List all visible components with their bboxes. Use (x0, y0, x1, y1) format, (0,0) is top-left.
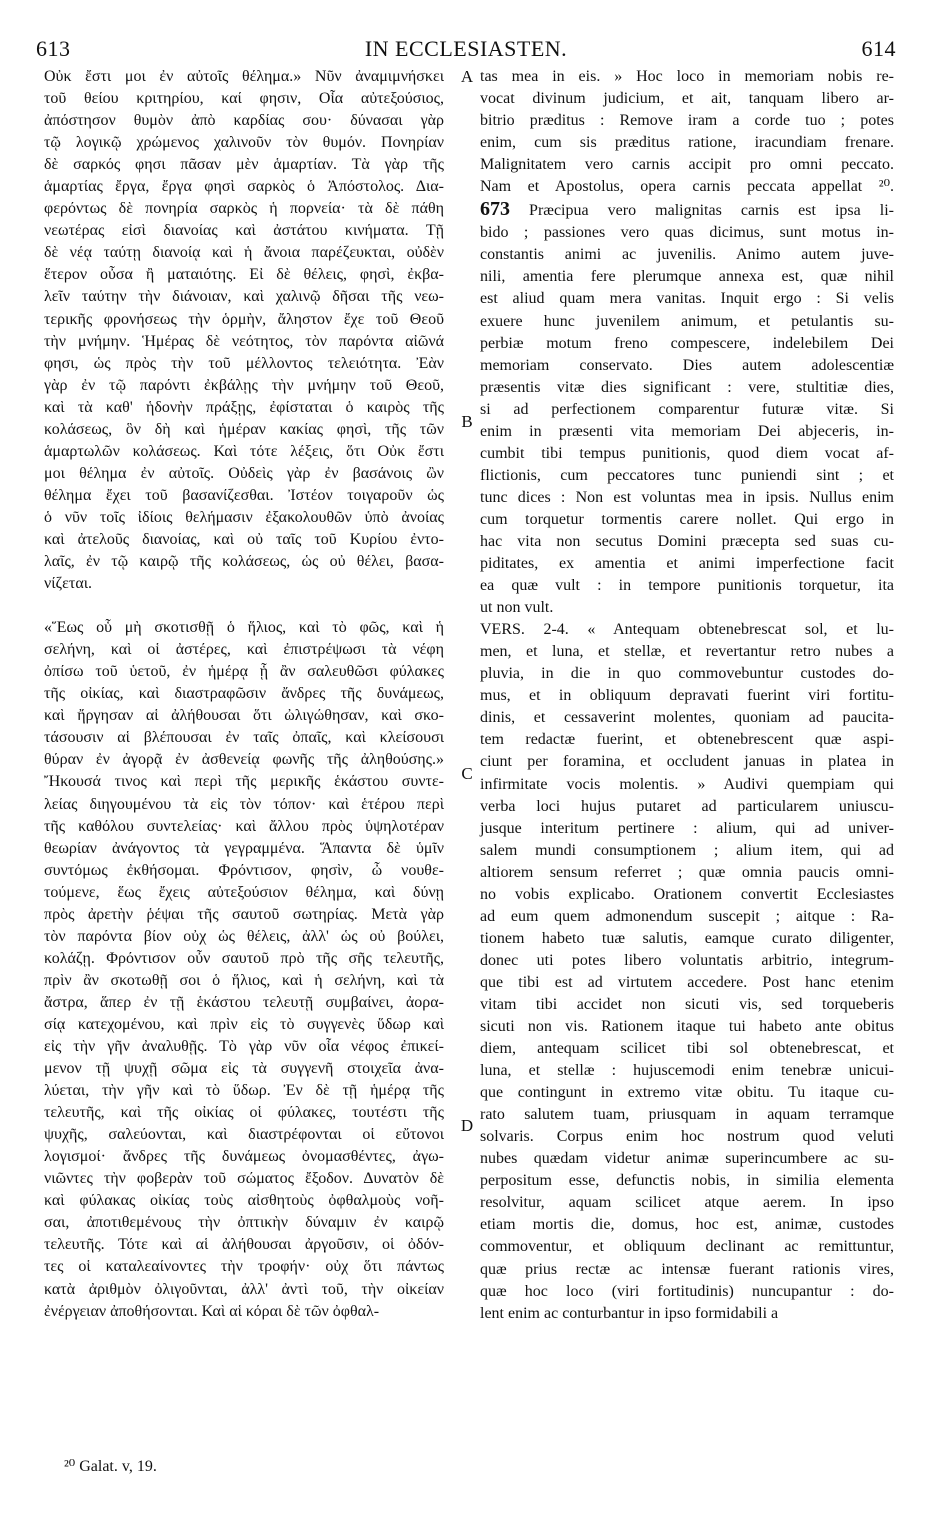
latin-text-line: ciunt per foramina, et occludent januas in platea in (480, 753, 894, 771)
greek-text-line: πρὸς ἀρετὴν ῥέψαι τῆς σαυτοῦ σωτηρίας. Μετὰ γὰρ (44, 905, 444, 923)
latin-text-line: flictionis, cum peccatores tunc puniendi sint ; et (480, 466, 894, 484)
latin-text-line: bitrio præditus : Remove iram a corde tuo ; potes (480, 112, 894, 130)
greek-text-line: σαι, ἀποτιθεμένους τὴν ὀπτικὴν δύναμιν ἐν καιρῷ (44, 1214, 444, 1232)
latin-text-line: que contingunt in extremo vitæ obitu. Tu itaque cu- (480, 1084, 894, 1102)
latin-text-line: pluvia, in die in quo commovebuntur custodes do- (480, 665, 894, 683)
greek-text-line: ἁμαρτωλῶν κολάσεως. Καὶ τότε λέξεις, ὅτι Οὐκ ἔστι (44, 442, 444, 460)
latin-text-line: tas mea in eis. » Hoc loco in memoriam nobis re- (480, 68, 894, 85)
latin-text-line: est aliud quam mera vanitas. Inquit ergo : Si velis (480, 290, 894, 308)
greek-text-line: σίᾳ κατεχομένου, καὶ πρὶν εἰς τὸ συγγενὲς ὕδωρ καὶ (44, 1015, 444, 1033)
greek-text-line: τῷ λογικῷ χρώμενος χαλινοῦν τὸν θυμόν. Πονηρίαν (44, 134, 444, 152)
page-number-right: 614 (861, 36, 896, 61)
greek-text-line: λογισμοί· ἄνδρες τῆς δυνάμεως ὀνομασθέντες, ἀγω- (44, 1148, 444, 1166)
greek-text-line: μοι θέλημα ἐν αὐτοῖς. Οὐδεὶς γὰρ ἐν βασάνοις ὢν (44, 464, 444, 482)
margin-marker-a: A (460, 67, 474, 86)
greek-text-line: τερικῆς φρονήσεως τὴν ὁρμὴν, ἄληστον ἔχε τοῦ Θεοῦ (44, 310, 444, 328)
greek-text-line: ἀπόστησον θυμὸν ἀπὸ καρδίας σου· δύνασαι γὰρ (44, 112, 444, 130)
running-title: IN ECCLESIASTEN. (364, 36, 568, 61)
latin-text-line: altiorem sensum referret ; quæ omnia paucis omni- (480, 863, 894, 881)
greek-text-line: ἄστρα, ἅπερ ἐν τῇ ἑκάστου τελευτῇ συμβαίνει, ἀορα- (44, 993, 444, 1011)
greek-text-line: τες οἱ καταλεαίνοντες τὴν τροφήν· οὐχ ὅτι πάντως (44, 1258, 444, 1276)
latin-text-line: mus, et in obliquum depravati fuerint viri fortitu- (480, 687, 894, 705)
latin-text-line: etiam mortis die, domus, hoc est, animæ, custodes (480, 1216, 894, 1234)
latin-text-line: vitam tibi accidet non sicuti vis, sed torqueberis (480, 995, 894, 1013)
greek-text-blank (44, 595, 444, 617)
latin-text-line: resolvitur, aquam scilicet atque aerem. In ipso (480, 1194, 894, 1212)
greek-text-line: τούμενε, ἕως ἔχεις αὐτεξούσιον θέλημα, καὶ δύνῃ (44, 883, 444, 901)
greek-text-line: Οὐκ ἔστι μοι ἐν αὐτοῖς θέλημα.» Νῦν ἀναμιμνήσκει (44, 68, 444, 85)
latin-text-line: tem redactæ fuerint, et obtenebrescent quæ aspi- (480, 731, 894, 749)
greek-text-line: μενον τῇ ψυχῇ σῶμα εἰς τὰ συγγενῆ στοιχεῖα ἀνα- (44, 1060, 444, 1078)
latin-text-line: sicuti non vis. Rationem itaque tui habeto ante obitus (480, 1018, 894, 1036)
latin-text-line: que tibi est ad virtutem accedere. Post hanc etenim (480, 973, 894, 991)
greek-text-line: καὶ ἤργησαν αἱ ἀλήθουσαι ὅτι ὠλιγώθησαν, καὶ σκο- (44, 707, 444, 725)
greek-text-line: νίζεται. (44, 575, 92, 593)
greek-text-line: θεωρίαν ἀνάγοντος τὰ γεγραμμένα. Ἅπαντα δὲ ὑμῖν (44, 839, 444, 857)
greek-text-line: ἐνέργειαν ἀποθήσονται. Καὶ αἱ κόραι δὲ τῶν ὀφθαλ- (44, 1302, 380, 1320)
latin-text-line: lent enim ac conturbantur in ipso formidabili a (480, 1304, 779, 1322)
page-header (36, 36, 896, 66)
latin-text-line: præsentis vitæ dies significant : vere, stultitiæ dies, (480, 378, 894, 396)
greek-text-line: Ἤκουσά τινος καὶ περὶ τῆς μερικῆς ἑκάστου συντε- (44, 773, 444, 791)
greek-text-line: τὸν παρόντα βίον οὐχ ὡς θέλεις, ἀλλ' ὡς οὐ βούλει, (44, 927, 444, 945)
latin-text-line: cum torquetur tormentis carere nollet. Qui ergo in (480, 510, 894, 528)
latin-text-line: bido ; passiones vero quas dicimus, sunt motus in- (480, 224, 894, 242)
latin-text-line: ut non vult. (480, 599, 554, 617)
greek-text-line: φησι, ὡς πρὸς τὴν τοῦ μέλλοντος τελειότητα. Ἐὰν (44, 354, 444, 372)
latin-text-line: ea quæ vult : in tempore punitionis torquetur, ita (480, 577, 894, 595)
greek-column (44, 66, 444, 1323)
latin-text-line: VERS. 2-4. « Antequam obtenebrescat sol, et lu- (480, 621, 894, 639)
latin-text-line: piditates, ex amentia et animi imperfectione facit (480, 555, 894, 573)
greek-text-line: δὲ νέᾳ ταύτῃ διανοίᾳ καὶ ἡ ἄνοια παρέζευκται, οὐδὲν (44, 244, 444, 262)
greek-text-line: κολάζῃ. Φρόντισον οὖν σαυτοῦ πρὸ τῆς σῆς τελευτῆς, (44, 949, 444, 967)
latin-text-line: luna, et stellæ : hujuscemodi enim tenebræ unicui- (480, 1062, 894, 1080)
greek-text-line: τελευτῆς, καὶ τῆς οἰκίας οἱ φύλακες, τουτέστι τῆς (44, 1104, 444, 1122)
margin-marker-c: C (461, 764, 473, 783)
greek-text-line: θέλημα ἔχει τοῦ βασανίζεσθαι. Ἰστέον τοιγαροῦν ὡς (44, 486, 444, 504)
greek-text-line: φερόντως δὲ πονηρία σαρκὸς ἡ πορνεία· τὰ δὲ πάθη (44, 200, 444, 218)
latin-text-line: nubes quædam videtur animæ superincumbere ac su- (480, 1150, 894, 1168)
latin-text-line: dinis, et cessaverint molentes, quoniam ad paucita- (480, 709, 894, 727)
latin-text-line: perpositum esse, defunctis nobis, in similia elementa (480, 1172, 894, 1190)
greek-text-line: γὰρ ἐν τῷ παρόντι ἐκβάλῃς τὴν μνήμην τοῦ Θεοῦ, (44, 376, 444, 394)
greek-text-line: τὴν μνήμην. Ἡμέρας δὲ νεότητος, τὸν παρόντα αἰῶνά (44, 332, 444, 350)
latin-text-line: si ad perfectionem comparentur futuræ vitæ. Si (480, 400, 894, 418)
greek-text-line: τελευτῆς. Τότε καὶ αἱ ἀλήθουσαι ἀργοῦσιν, οἱ ὀδόν- (44, 1236, 444, 1254)
latin-text-line: salem mundi consumptionem ; alium item, qui ad (480, 841, 894, 859)
greek-text-line: ἕτερον οὖσα ἢ ματαιότης. Εἰ δὲ θέλεις, φησὶ, ἐκβα- (44, 266, 444, 284)
latin-text-line: quæ hoc loco (viri fortitudinis) nuncupantur : do- (480, 1282, 894, 1300)
greek-text-line: κολάσεως, ὃν δὴ καὶ ἡμέραν κακίας φησὶ, τῆς τῶν (44, 420, 444, 438)
latin-text-line: hac vita non secutus Domini præcepta sed suas cu- (480, 532, 894, 550)
margin-marker-d: D (460, 1116, 474, 1135)
latin-text-line: Nam et Apostolus, opera carnis peccata appellat ²⁰. (480, 178, 894, 196)
section-number: 673 (480, 198, 510, 221)
latin-text-line: verba loci hujus putaret ad particularem uniuscu- (480, 797, 894, 815)
latin-text-line: enim, cum sis præditus ratione, iracundiam frenare. (480, 134, 894, 152)
latin-text-line: solvaris. Corpus enim hoc nostrum quod veluti (480, 1128, 894, 1146)
greek-text-line: νιῶντες τὴν φοβερὰν τοῦ σώματος ἔξοδον. Δυνατὸν δὲ (44, 1170, 444, 1188)
greek-text-line: τῆς καθόλου συντελείας· καὶ ἄλλου πρὸς ὑψηλοτέραν (44, 817, 444, 835)
latin-text-line: diem, antequam scilicet tibi sol obtenebrescat, et (480, 1040, 894, 1058)
greek-text-line: τοῦ θείου κριτηρίου, καί φησιν, Οἷα αὐτεξούσιος, (44, 90, 444, 108)
latin-text-line: no vobis explicabo. Orationem convertit Ecclesiastes (480, 885, 894, 903)
greek-text-line: δὲ σαρκός φησι πᾶσαν μὲν ἁμαρτίαν. Τὰ γὰρ τῆς (44, 156, 444, 174)
greek-text-line: καὶ ἀτελοῦς διανοίας, καὶ οὐ ταῖς τοῦ Κυρίου ἐντο- (44, 530, 444, 548)
greek-text-line: ὁ νῦν τοῖς ἰδίοις θελήμασιν ἐξακολουθῶν ὑπὸ ἀνοίας (44, 508, 444, 526)
greek-text-line: ὀπίσω τοῦ ὑετοῦ, ἐν ἡμέρᾳ ᾗ ἂν σαλευθῶσι φύλακες (44, 663, 444, 681)
greek-text-line: τῆς οἰκίας, καὶ διαστραφῶσιν ἄνδρες τῆς δυνάμεως, (44, 685, 444, 703)
latin-text-line: men, et luna, et stellæ, et revertantur retro nubes a (480, 643, 894, 661)
latin-text-line: memoriam conservato. Dies autem adolescentiæ (480, 356, 894, 374)
greek-text-line: λύεται, τὴν γῆν καὶ τὸ ὕδωρ. Ἐν δὲ τῇ ἡμέρᾳ τῆς (44, 1082, 444, 1100)
footnote: ²⁰ Galat. v, 19. (64, 1458, 157, 1475)
latin-text-line: nili, amentia fere plerumque annexa est, quæ nihil (480, 268, 894, 286)
latin-text-line: Malignitatem vero carnis accipit pro omni peccato. (480, 156, 894, 174)
latin-text-line: perbiæ motum freno compescere, indelebilem Dei (480, 334, 894, 352)
greek-text-line: λείας διηγουμένου τὰ εἰς τὸν τόπον· καὶ ἑτέρου περὶ (44, 795, 444, 813)
greek-text-line: εἰς τὴν γῆν ἀναλυθῇς. Τὸ γὰρ νῦν οἷα νέφος ἐπικεί- (44, 1038, 444, 1056)
margin-marker-b: B (461, 412, 473, 431)
latin-text-line: jusque interitum pertinere : alium, qui ad univer- (480, 819, 894, 837)
greek-text-line: καὶ φύλακας οἰκίας τοὺς αἰσθητοὺς ὀφθαλμοὺς νοῆ- (44, 1192, 444, 1210)
latin-text-line: ad eum quem admonendum suscepit ; aitque : Ra- (480, 907, 894, 925)
latin-text-line: enim in præsenti vita memoriam Dei abjeceris, in- (480, 422, 894, 440)
latin-column (480, 66, 894, 1325)
latin-text-line: rato salutem tuam, priusquam in aquam terramque (480, 1106, 894, 1124)
greek-text-line: ἁμαρτίας ἔργα, ἔργα φησὶ σαρκὸς ὁ Ἀπόστολος. Δια- (44, 178, 444, 196)
greek-text-line: συντόμως ἐκθήσομαι. Φρόντισον, φησὶν, ὦ νουθε- (44, 861, 444, 879)
latin-text-line: quæ prius rectæ ac intensæ fuerant rationis vires, (480, 1260, 894, 1278)
greek-text-line: καὶ τὰ καθ' ἡδονὴν πράξῃς, ἐφίσταται ὁ καιρὸς τῆς (44, 398, 444, 416)
latin-text-line: tunc dices : Non est voluntas mea in ipsis. Nullus enim (480, 488, 894, 506)
greek-text-line: θύραν ἐν ἀγορᾷ ἐν ἀσθενείᾳ φωνῆς τῆς ἀληθούσης.» (44, 751, 444, 769)
page-number-left: 613 (36, 36, 71, 61)
latin-text-line: exuere hunc juvenilem animum, et petulantis su- (480, 312, 894, 330)
latin-text-line: commoventur, et obliquum declinant ac remittuntur, (480, 1238, 894, 1256)
latin-text-line: infirmitate vocis molentis. » Audivi quempiam qui (480, 775, 894, 793)
greek-text-line: σελήνη, καὶ οἱ ἀστέρες, καὶ ἐπιστρέψωσι τὰ νέφη (44, 641, 444, 659)
greek-text-line: λεῖν ταύτην τὴν διάνοιαν, καὶ χαλινῷ δῆσαι τῆς νεω- (44, 288, 444, 306)
greek-text-line: τάσουσιν αἱ βλέπουσαι ἐν ταῖς ὀπαῖς, καὶ κλείσουσι (44, 729, 444, 747)
greek-text-line: νεωτέρας εἰσὶ διανοίας καὶ ἀστάτου κινήματα. Τῇ (44, 222, 444, 240)
latin-text-line: constantis animi ac juvenilis. Animo autem juve- (480, 246, 894, 264)
latin-text-line: tionem habeto tuæ salutis, eamque curato diligenter, (480, 929, 894, 947)
greek-text-line: ψυχῆς, σαλεύονται, καὶ διαστρέφονται οἱ εὔτονοι (44, 1126, 444, 1144)
greek-text-line: κατὰ ἀριθμὸν ὀλιγοῦνται, ἀλλ' ἀντὶ τοῦ, τὴν οἰκείαν (44, 1280, 444, 1298)
latin-text-line: donec uti potes libero voluntatis arbitrio, integrum- (480, 951, 894, 969)
greek-text-line: πρὶν ἂν σκοτωθῇ σοι ὁ ἥλιος, καὶ ἡ σελήνη, καὶ τὰ (44, 971, 444, 989)
greek-text-line: «Ἕως οὗ μὴ σκοτισθῇ ὁ ἥλιος, καὶ τὸ φῶς, καὶ ἡ (44, 619, 444, 637)
latin-text-line: 673 Præcipua vero malignitas carnis est ipsa li- (480, 198, 894, 221)
latin-text-line: vocat divinum judicium, et ait, tanquam libero ar- (480, 90, 894, 108)
greek-text-line: λαῖς, ἐν τῷ καιρῷ τῆς κολάσεως, ὡς οὐ θέλει, βασα- (44, 553, 444, 571)
latin-text-line: cumbit tibi tempus punitionis, quod diem vocat af- (480, 444, 894, 462)
